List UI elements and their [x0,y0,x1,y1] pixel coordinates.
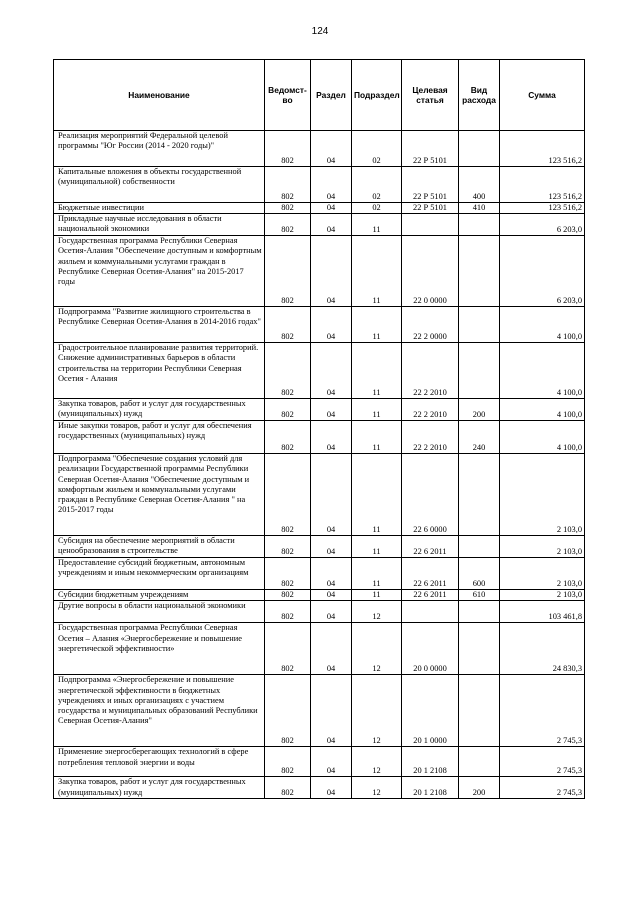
cell-kind: 410 [459,203,500,214]
cell-name: Государственная программа Республики Северная Осетия-Алания "Обеспечение доступным и комфортным жильем и коммунальными услугами граждан в Республике Северная Осетия-Алания" на 2015-2017 годы [54,236,265,307]
table-row [54,601,585,623]
cell-target: 22 Р 5101 [402,131,459,167]
cell-name: Предоставление субсидий бюджетным, автономным учреждениям и иным некоммерческим организациям [54,558,265,590]
cell-target: 22 2 0000 [402,307,459,343]
cell-dept: 802 [265,590,311,601]
table-row [54,777,585,798]
cell-subsection: 12 [352,675,402,747]
cell-dept: 802 [265,307,311,343]
cell-subsection: 12 [352,601,402,623]
cell-kind [459,454,500,536]
cell-section: 04 [311,601,352,623]
table-row [54,558,585,590]
cell-dept: 802 [265,675,311,747]
table-row [54,131,585,167]
cell-sum: 2 745,3 [500,675,585,747]
cell-target: 22 6 2011 [402,558,459,590]
cell-target: 20 1 2108 [402,747,459,777]
cell-target: 22 2 2010 [402,343,459,399]
table-row [54,454,585,536]
cell-sum: 4 100,0 [500,399,585,421]
cell-name: Реализация мероприятий Федеральной целевой программы "Юг России (2014 - 2020 годы)" [54,131,265,167]
cell-kind [459,675,500,747]
cell-sum: 4 100,0 [500,343,585,399]
cell-section: 04 [311,747,352,777]
cell-name: Прикладные научные исследования в области национальной экономики [54,214,265,236]
cell-sum: 123 516,2 [500,203,585,214]
cell-target: 22 6 2011 [402,536,459,558]
table-row [54,307,585,343]
cell-dept: 802 [265,421,311,454]
cell-section: 04 [311,236,352,307]
cell-target [402,601,459,623]
cell-sum: 2 745,3 [500,777,585,798]
cell-dept: 802 [265,454,311,536]
cell-target: 22 Р 5101 [402,203,459,214]
cell-subsection: 11 [352,558,402,590]
cell-subsection: 11 [352,343,402,399]
cell-section: 04 [311,454,352,536]
cell-kind [459,131,500,167]
cell-sum: 123 516,2 [500,131,585,167]
cell-subsection: 11 [352,214,402,236]
cell-section: 04 [311,131,352,167]
cell-kind [459,214,500,236]
cell-kind [459,747,500,777]
table-row [54,203,585,214]
cell-subsection: 02 [352,167,402,203]
header-name: Наименование [54,60,265,131]
cell-name: Субсидии бюджетным учреждениям [54,590,265,601]
cell-section: 04 [311,623,352,675]
cell-sum: 4 100,0 [500,307,585,343]
cell-kind: 200 [459,777,500,798]
cell-target: 22 Р 5101 [402,167,459,203]
cell-name: Закупка товаров, работ и услуг для государственных (муниципальных) нужд [54,777,265,798]
cell-name: Подпрограмма "Обеспечение создания условий для реализации Государственной программы Республики Северная Осетия-Алания "Обеспечение доступным и комфортным жильем и коммунальными услугами граждан в Республике Северная Осетия-Алания " на 2015-2017 годы [54,454,265,536]
cell-dept: 802 [265,399,311,421]
header-sum: Сумма [500,60,585,131]
cell-target [402,214,459,236]
cell-subsection: 11 [352,236,402,307]
cell-dept: 802 [265,167,311,203]
cell-subsection: 02 [352,131,402,167]
cell-target: 20 0 0000 [402,623,459,675]
cell-target: 22 2 2010 [402,399,459,421]
cell-section: 04 [311,399,352,421]
cell-kind: 200 [459,399,500,421]
cell-subsection: 12 [352,777,402,798]
cell-subsection: 02 [352,203,402,214]
cell-section: 04 [311,214,352,236]
cell-name: Бюджетные инвестиции [54,203,265,214]
cell-dept: 802 [265,747,311,777]
cell-section: 04 [311,167,352,203]
cell-kind: 600 [459,558,500,590]
table-row [54,623,585,675]
table-row [54,236,585,307]
cell-kind [459,601,500,623]
table-header-row [54,60,585,131]
cell-section: 04 [311,558,352,590]
cell-section: 04 [311,675,352,747]
cell-name: Другие вопросы в области национальной экономики [54,601,265,623]
cell-subsection: 11 [352,421,402,454]
table-row [54,675,585,747]
cell-dept: 802 [265,131,311,167]
cell-target: 22 6 2011 [402,590,459,601]
table-row [54,536,585,558]
budget-table [53,59,585,799]
cell-kind [459,236,500,307]
cell-name: Государственная программа Республики Северная Осетия – Алания «Энергосбережение и повышение энергетической эффективности» [54,623,265,675]
table-row [54,590,585,601]
cell-kind [459,343,500,399]
cell-section: 04 [311,203,352,214]
cell-dept: 802 [265,343,311,399]
cell-kind: 240 [459,421,500,454]
cell-section: 04 [311,343,352,399]
cell-name: Подпрограмма «Энергосбережение и повышение энергетической эффективности в бюджетных учреждениях и иных организациях с участием государства и муниципальных образований Республики Северная Осетия-Алания" [54,675,265,747]
cell-kind: 400 [459,167,500,203]
cell-sum: 4 100,0 [500,421,585,454]
cell-dept: 802 [265,601,311,623]
cell-name: Иные закупки товаров, работ и услуг для обеспечения государственных (муниципальных) нужд [54,421,265,454]
cell-name: Закупка товаров, работ и услуг для государственных (муниципальных) нужд [54,399,265,421]
cell-sum: 24 830,3 [500,623,585,675]
cell-dept: 802 [265,777,311,798]
cell-sum: 2 745,3 [500,747,585,777]
cell-sum: 2 103,0 [500,590,585,601]
cell-kind [459,536,500,558]
header-target: Целевая статья [402,60,459,131]
cell-section: 04 [311,536,352,558]
cell-target: 22 0 0000 [402,236,459,307]
cell-kind [459,623,500,675]
cell-subsection: 11 [352,590,402,601]
cell-target: 20 1 0000 [402,675,459,747]
cell-target: 22 2 2010 [402,421,459,454]
cell-dept: 802 [265,536,311,558]
cell-dept: 802 [265,623,311,675]
header-kind: Вид расхода [459,60,500,131]
cell-sum: 2 103,0 [500,558,585,590]
cell-target: 20 1 2108 [402,777,459,798]
cell-sum: 2 103,0 [500,454,585,536]
cell-sum: 103 461,8 [500,601,585,623]
cell-kind [459,307,500,343]
table-row [54,421,585,454]
cell-dept: 802 [265,236,311,307]
cell-section: 04 [311,590,352,601]
cell-section: 04 [311,307,352,343]
cell-kind: 610 [459,590,500,601]
table-row [54,167,585,203]
cell-subsection: 11 [352,399,402,421]
cell-section: 04 [311,777,352,798]
cell-target: 22 6 0000 [402,454,459,536]
cell-dept: 802 [265,203,311,214]
cell-subsection: 12 [352,747,402,777]
header-subsection: Подраздел [352,60,402,131]
cell-name: Применение энергосберегающих технологий в сфере потребления тепловой энергии и воды [54,747,265,777]
cell-sum: 6 203,0 [500,214,585,236]
cell-subsection: 11 [352,307,402,343]
table-row [54,747,585,777]
table-row [54,343,585,399]
cell-name: Градостроительное планирование развития территорий. Снижение административных барьеров в области строительства на территории Республики Северная Осетия - Алания [54,343,265,399]
cell-name: Капитальные вложения в объекты государственной (муниципальной) собственности [54,167,265,203]
cell-sum: 123 516,2 [500,167,585,203]
cell-subsection: 12 [352,623,402,675]
cell-dept: 802 [265,558,311,590]
cell-subsection: 11 [352,536,402,558]
table-row [54,214,585,236]
header-section: Раздел [311,60,352,131]
cell-sum: 2 103,0 [500,536,585,558]
cell-dept: 802 [265,214,311,236]
table-row [54,399,585,421]
cell-name: Подпрограмма "Развитие жилищного строительства в Республике Северная Осетия-Алания в 2014-2016 годах" [54,307,265,343]
cell-section: 04 [311,421,352,454]
cell-subsection: 11 [352,454,402,536]
cell-name: Субсидия на обеспечение мероприятий в области ценообразования в строительстве [54,536,265,558]
header-dept: Ведомст-во [265,60,311,131]
cell-sum: 6 203,0 [500,236,585,307]
page-number: 124 [311,26,329,37]
